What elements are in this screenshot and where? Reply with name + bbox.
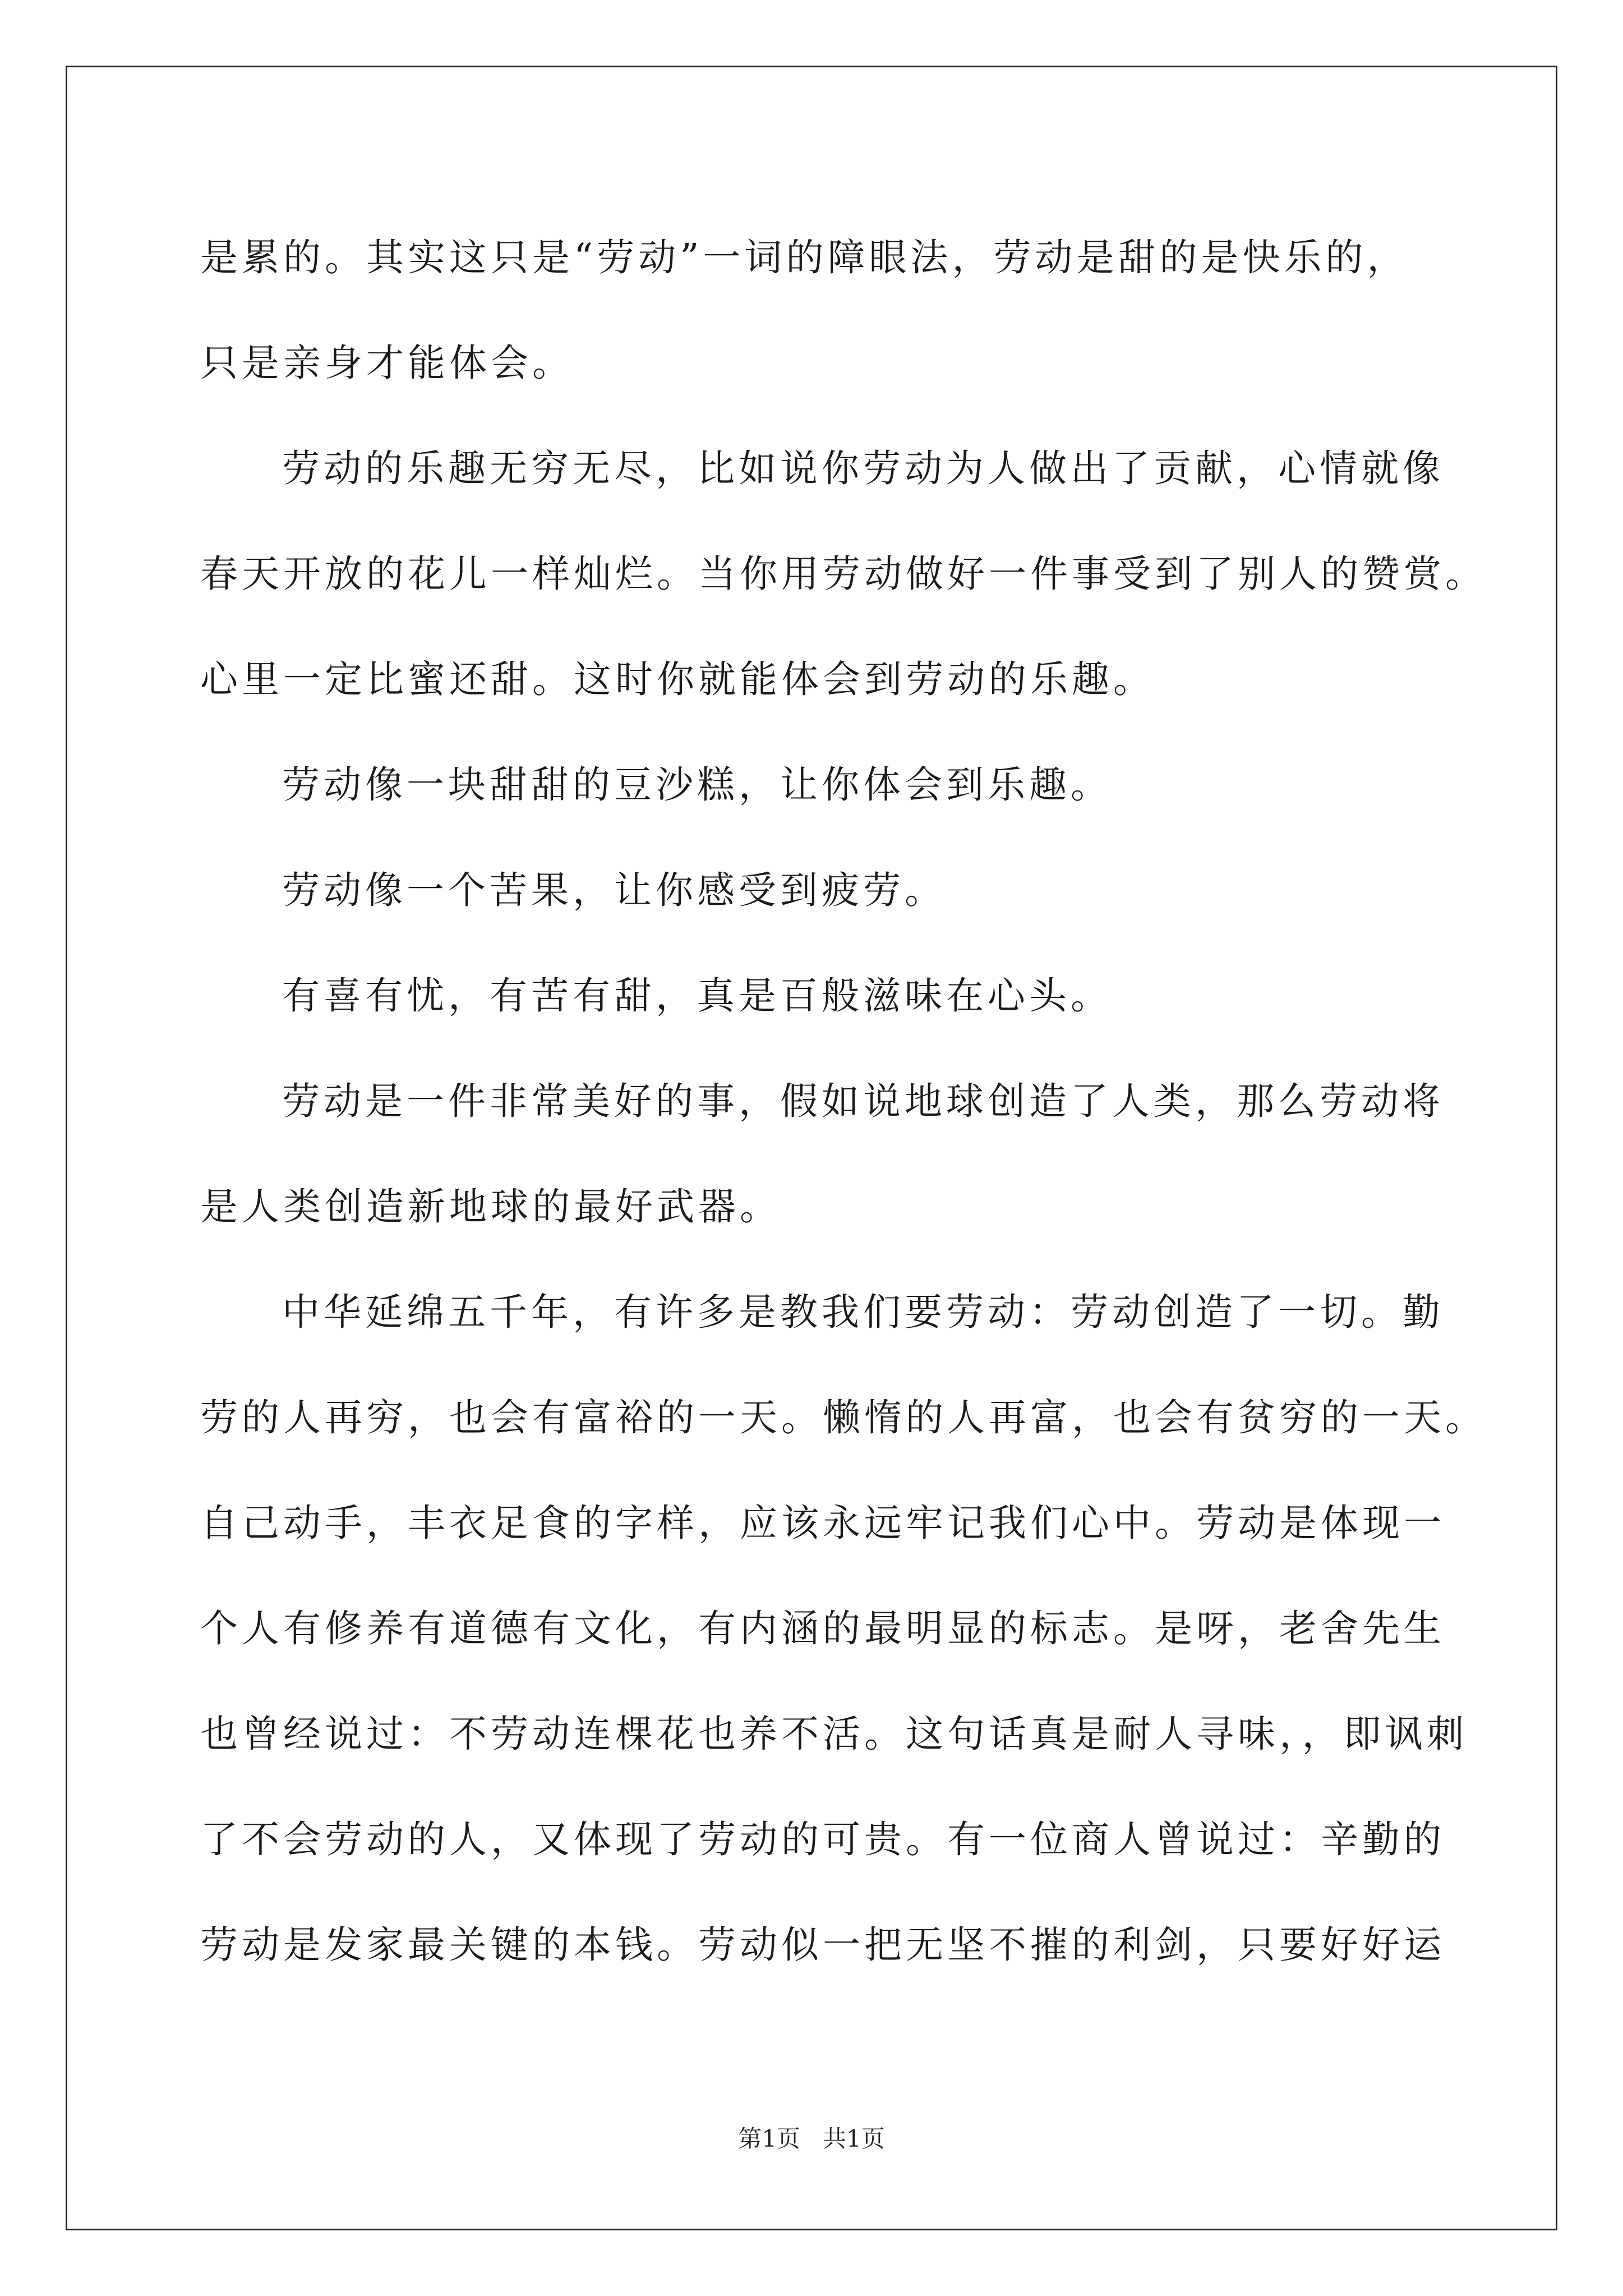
paragraph-start: 中华延绵五千年，有许多是教我们要劳动：劳动创造了一切。勤 xyxy=(282,1290,1444,1334)
text-line: 也曾经说过：不劳动连棵花也养不活。这句话真是耐人寻味，，即讽刺 xyxy=(200,1712,1468,1756)
text-line: 心里一定比蜜还甜。这时你就能体会到劳动的乐趣。 xyxy=(200,657,1155,701)
text-line: 只是亲身才能体会。 xyxy=(200,341,574,385)
text-line: 自己动手，丰衣足食的字样，应该永远牢记我们心中。劳动是体现一 xyxy=(200,1501,1445,1545)
text-line: 劳的人再穷，也会有富裕的一天。懒惰的人再富，也会有贫穷的一天。 xyxy=(200,1396,1487,1439)
text-line: 是人类创造新地球的最好武器。 xyxy=(200,1185,781,1228)
text-line: 春天开放的花儿一样灿烂。当你用劳动做好一件事受到了别人的赞赏。 xyxy=(200,552,1487,596)
text-line: 劳动是发家最关键的本钱。劳动似一把无坚不摧的利剑，只要好好运 xyxy=(200,1923,1445,1967)
page-number-footer: 第1页 共1页 xyxy=(738,2125,885,2152)
paragraph-start: 劳动像一个苦果，让你感受到疲劳。 xyxy=(282,868,946,912)
paragraph-start: 有喜有忧，有苦有甜，真是百般滋味在心头。 xyxy=(282,974,1112,1018)
paragraph-start: 劳动像一块甜甜的豆沙糕，让你体会到乐趣。 xyxy=(282,763,1112,807)
text-line: 是累的。其实这只是“劳动”一词的障眼法，劳动是甜的是快乐的， xyxy=(200,236,1409,279)
paragraph-start: 劳动是一件非常美好的事，假如说地球创造了人类，那么劳动将 xyxy=(282,1079,1444,1123)
text-line: 个人有修养有道德有文化，有内涵的最明显的标志。是呀，老舍先生 xyxy=(200,1607,1445,1650)
body-text xyxy=(200,205,1487,1998)
text-line: 了不会劳动的人，又体现了劳动的可贵。有一位商人曾说过：辛勤的 xyxy=(200,1818,1445,1861)
paragraph-start: 劳动的乐趣无穷无尽，比如说你劳动为人做出了贡献，心情就像 xyxy=(282,447,1444,490)
